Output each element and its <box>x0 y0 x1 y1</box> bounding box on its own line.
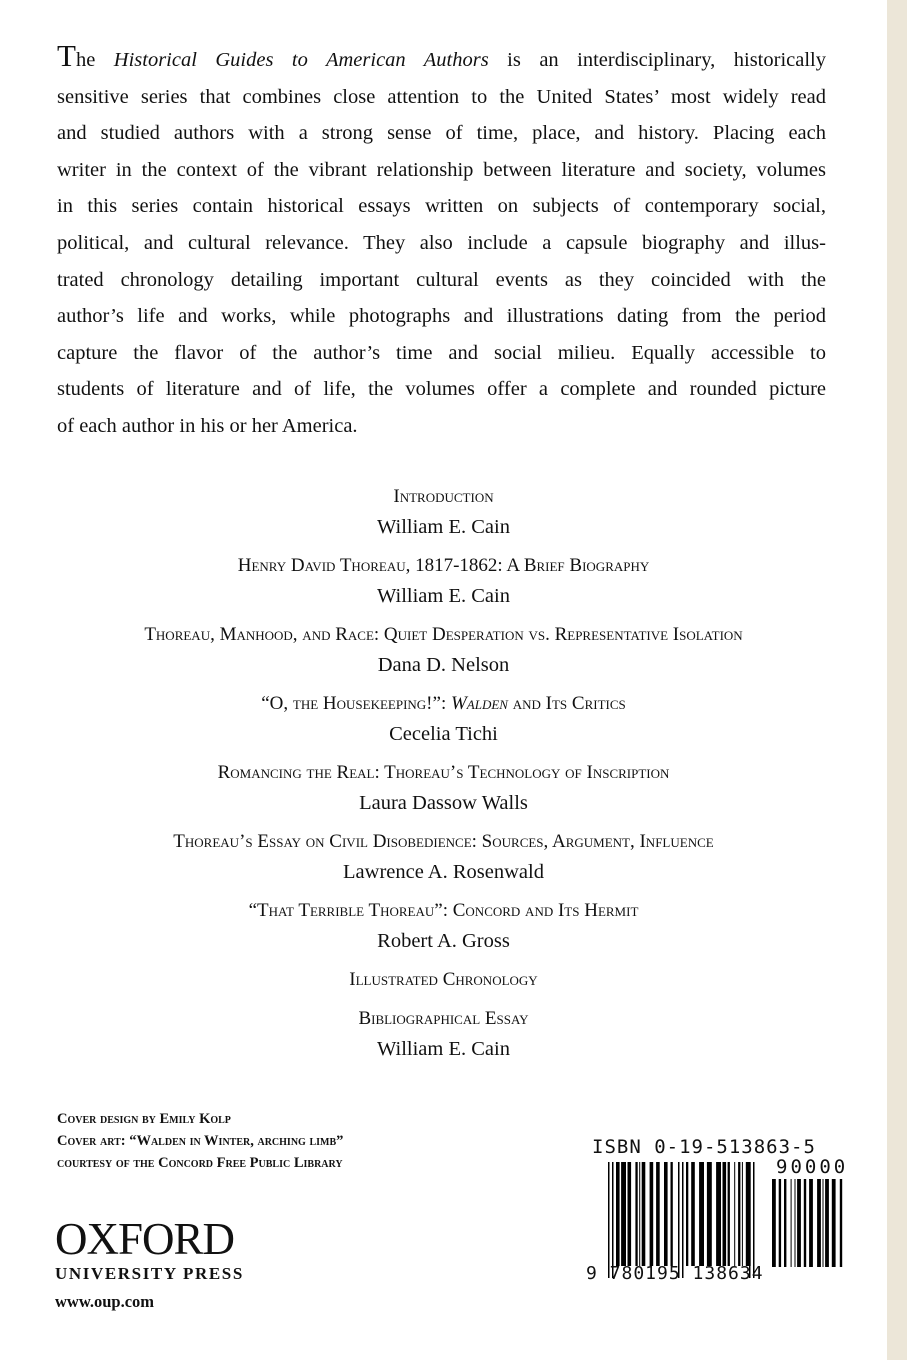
barcode-bar <box>616 1162 620 1266</box>
italic-segment: Historical Guides to American Authors <box>113 49 489 71</box>
text-segment: “That Terrible Thoreau”: Concord and Its Hermit <box>248 900 639 921</box>
text-segment: Illustrated Chronology <box>349 969 538 990</box>
drop-cap-letter: T <box>57 38 76 73</box>
spine-edge-strip <box>887 0 907 1360</box>
barcode-bar <box>671 1162 673 1266</box>
isbn-barcode <box>586 1136 849 1286</box>
text-segment: author’s life and works, while photographs and illustrations dating from the period <box>57 305 826 328</box>
essay-author: William E. Cain <box>377 516 510 538</box>
text-segment: in this series contain historical essays written on subjects of contemporary social, <box>57 195 826 218</box>
publisher-name: OXFORD <box>55 1214 235 1264</box>
text-segment: he <box>75 49 114 71</box>
barcode-bar <box>749 1162 751 1278</box>
text-segment: and studied authors with a strong sense of time, place, and history. Placing each <box>57 122 826 145</box>
essay-title <box>0 896 887 926</box>
ean-number: 9 780195 138634 <box>586 1263 764 1284</box>
text-segment: Romancing the Real: Thoreau’s Technology of Inscription <box>217 762 670 783</box>
barcode-bar <box>699 1162 704 1266</box>
essay-author: Dana D. Nelson <box>377 654 510 676</box>
contents-list <box>0 482 887 1073</box>
barcode-bar <box>734 1162 735 1266</box>
text-segment: and Its Critics <box>507 693 626 714</box>
text-segment: Thoreau, Manhood, and Race: Quiet Desperation vs. Representative Isolation <box>144 624 743 645</box>
text-segment: capture the flavor of the author’s time and social milieu. Equally accessible to <box>57 341 826 364</box>
contents-entry <box>0 896 887 956</box>
text-segment: sensitive series that combines close attention to the United States’ most widely read <box>57 85 826 108</box>
essay-author: William E. Cain <box>377 1038 510 1060</box>
contents-entry <box>0 965 887 995</box>
text-segment: Bibliographical Essay <box>358 1008 529 1029</box>
contents-entry <box>0 620 887 680</box>
essay-title <box>0 827 887 857</box>
description-line <box>57 371 826 408</box>
description-line <box>57 335 826 372</box>
text-segment: writer in the context of the vibrant relationship between literature and society, volumes <box>57 158 826 181</box>
barcode-bar <box>686 1162 688 1266</box>
series-description <box>57 38 826 445</box>
oxford-university-press-logo <box>55 1216 244 1312</box>
credit-line: Cover art: “Walden in Winter, arching limb” <box>57 1133 344 1149</box>
barcode-bar <box>678 1162 680 1278</box>
essay-title <box>0 965 887 995</box>
contents-entry <box>0 689 887 749</box>
publisher-subname: UNIVERSITY PRESS <box>55 1264 244 1283</box>
essay-title <box>0 758 887 788</box>
contents-entry <box>0 827 887 887</box>
description-line <box>57 408 826 445</box>
barcode-bar <box>691 1162 695 1266</box>
barcode-bar <box>639 1162 640 1266</box>
barcode-bar <box>738 1162 740 1266</box>
essay-title <box>0 482 887 512</box>
barcode-bar <box>784 1179 786 1267</box>
essay-title <box>0 551 887 581</box>
barcode-bar <box>772 1179 776 1267</box>
description-line <box>57 152 826 189</box>
contents-entry <box>0 758 887 818</box>
description-line <box>57 225 826 262</box>
essay-title <box>0 689 887 719</box>
barcode-bar <box>832 1179 836 1267</box>
barcode-bar <box>817 1179 821 1267</box>
barcode-bar <box>791 1179 792 1267</box>
text-segment: Thoreau’s Essay on Civil Disobedience: Sources, Argument, Influence <box>173 831 714 852</box>
text-segment: of each author in his or her America. <box>57 414 358 437</box>
description-line <box>57 298 826 335</box>
text-segment: trated chronology detailing important cultural events as they coincided with the <box>57 268 826 291</box>
contents-entry <box>0 482 887 542</box>
barcode-bar <box>628 1162 632 1266</box>
barcode-bar <box>809 1179 813 1267</box>
text-segment: is an interdisciplinary, historically <box>488 49 826 71</box>
publisher-url[interactable]: www.oup.com <box>55 1292 155 1311</box>
credit-line: Cover design by Emily Kolp <box>57 1111 231 1127</box>
text-segment: Henry David Thoreau, 1817-1862: A Brief Biography <box>237 555 650 576</box>
cover-credits <box>57 1108 343 1174</box>
barcode-bar <box>664 1162 668 1266</box>
essay-author: Lawrence A. Rosenwald <box>343 861 544 883</box>
credit-line: courtesy of the Concord Free Public Library <box>57 1155 343 1171</box>
contents-entry <box>0 1004 887 1064</box>
barcode-bar <box>723 1162 727 1266</box>
text-segment: political, and cultural relevance. They also include a capsule biography and illus- <box>57 231 826 254</box>
barcode-bar <box>825 1179 829 1267</box>
text-segment: students of literature and of life, the volumes offer a complete and rounded picture <box>57 378 826 401</box>
barcode-bar <box>797 1179 801 1267</box>
barcode-bar <box>642 1162 646 1266</box>
barcode-bar <box>635 1162 637 1266</box>
price-addon-number: 90000 <box>776 1156 849 1178</box>
essay-author: Laura Dassow Walls <box>359 792 528 814</box>
description-line <box>57 262 826 299</box>
description-line <box>57 115 826 152</box>
barcode-bar <box>823 1179 824 1267</box>
barcode-bar <box>804 1179 806 1267</box>
contents-entry <box>0 551 887 611</box>
barcode-bar <box>707 1162 712 1266</box>
essay-title <box>0 1004 887 1034</box>
description-line <box>57 188 826 225</box>
isbn-text: ISBN 0-19-513863-5 <box>592 1136 816 1158</box>
barcode-bar <box>608 1162 610 1278</box>
text-segment: Introduction <box>393 486 494 507</box>
barcode-bar <box>716 1162 721 1266</box>
essay-author: Robert A. Gross <box>377 930 510 952</box>
italic-segment: Walden <box>450 693 508 714</box>
essay-author: William E. Cain <box>377 585 510 607</box>
barcode-bar <box>753 1162 755 1278</box>
barcode-bar <box>840 1179 842 1267</box>
barcode-bar <box>742 1162 743 1266</box>
barcode-bar <box>612 1162 614 1278</box>
barcode-bar <box>656 1162 660 1266</box>
barcode-bar <box>795 1179 796 1267</box>
barcode-bar <box>779 1179 781 1267</box>
text-segment: “O, the Housekeeping!”: <box>261 693 451 714</box>
essay-author: Cecelia Tichi <box>389 723 498 745</box>
essay-title <box>0 620 887 650</box>
description-line <box>57 38 826 79</box>
barcode-bar <box>728 1162 730 1266</box>
barcode-bar <box>621 1162 626 1266</box>
barcode-bar <box>650 1162 654 1266</box>
barcode-bar <box>682 1162 684 1278</box>
description-line <box>57 79 826 116</box>
